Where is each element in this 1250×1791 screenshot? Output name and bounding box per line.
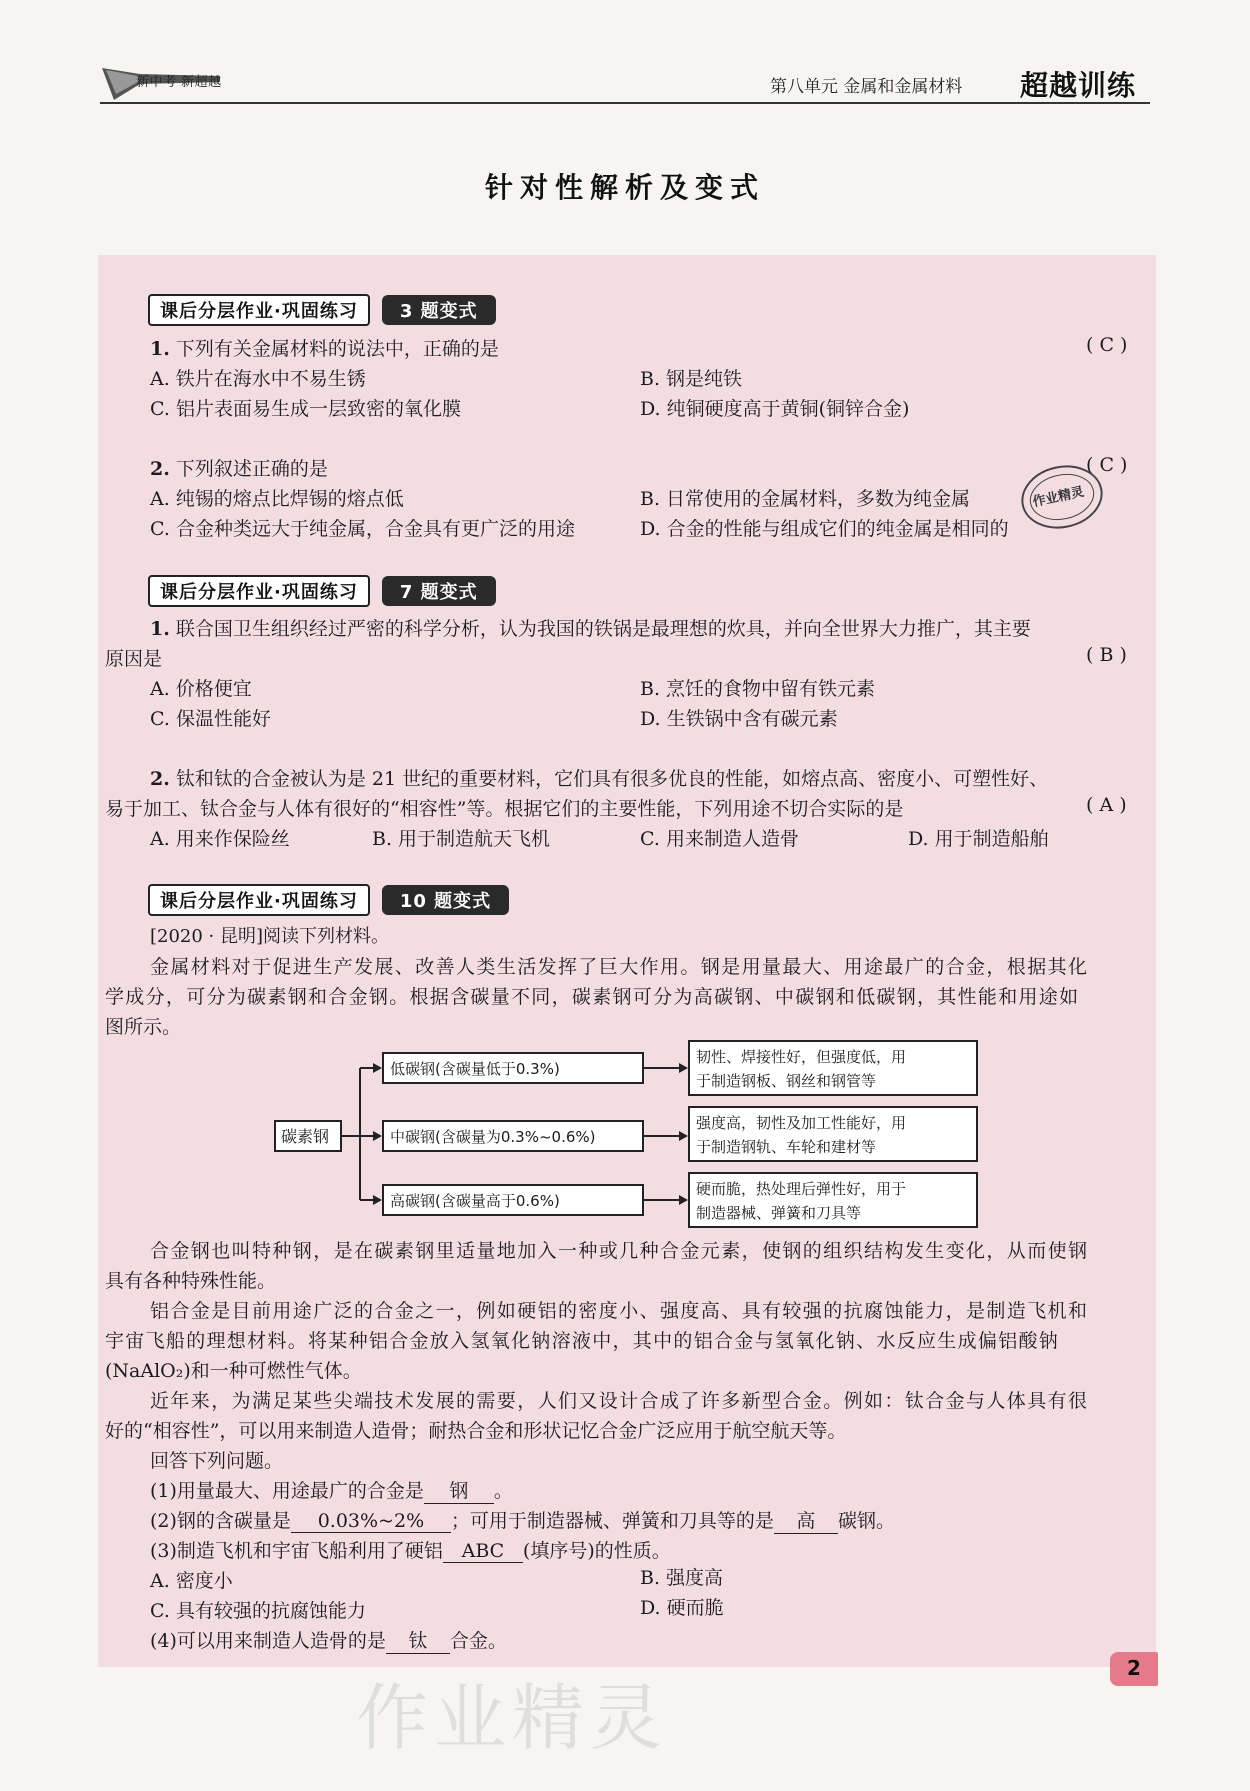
- watermark: 作业精灵: [356, 1676, 669, 1760]
- paragraph: 近年来，为满足某些尖端技术发展的需要，人们又设计合成了许多新型合金。例如：钛合金与人体具有很: [150, 1390, 1089, 1412]
- option: B. 强度高: [640, 1567, 724, 1589]
- option: A. 密度小: [150, 1570, 233, 1592]
- page-title: 针对性解析及变式: [484, 171, 765, 204]
- diagram-branch-box: 高碳钢(含碳量高于0.6%): [382, 1184, 644, 1216]
- option: C. 保温性能好: [150, 708, 271, 730]
- section-tag-3: [148, 295, 496, 325]
- option: A. 纯锡的熔点比焊锡的熔点低: [150, 488, 404, 510]
- sub-question-1: (1)用量最大、用途最广的合金是 钢 。: [150, 1476, 513, 1504]
- paragraph: 宇宙飞船的理想材料。将某种铝合金放入氢氧化钠溶液中，其中的铝合金与氢氧化钠、水反应生成偏铝酸钠: [105, 1330, 1060, 1352]
- section-tag-variant: 10 题变式: [382, 885, 509, 915]
- diagram-branch-box: 低碳钢(含碳量低于0.3%): [382, 1052, 644, 1084]
- diagram-use-box: 韧性、焊接性好，但强度低，用 于制造钢板、钢丝和钢管等: [688, 1040, 978, 1096]
- question-3-2-answer: ( C ): [1086, 454, 1128, 476]
- paragraph: 学成分，可分为碳素钢和合金钢。根据含碳量不同，碳素钢可分为高碳钢、中碳钢和低碳钢，其性能和用途如: [105, 986, 1080, 1008]
- option: A. 用来作保险丝: [150, 828, 290, 850]
- paragraph: 铝合金是目前用途广泛的合金之一，例如硬铝的密度小、强度高、具有较强的抗腐蚀能力，是制造飞机和: [150, 1300, 1089, 1322]
- option: D. 合金的性能与组成它们的纯金属是相同的: [640, 518, 1009, 540]
- sub-question-2: (2)钢的含碳量是 0.03%~2% ；可用于制造器械、弹簧和刀具等的是 高 碳钢。: [150, 1506, 895, 1534]
- option: D. 硬而脆: [640, 1597, 724, 1619]
- section-tag-7: [148, 576, 496, 606]
- header-series-title: 超越训练: [1020, 69, 1137, 102]
- section-tag-label: 课后分层作业·巩固练习: [148, 884, 370, 916]
- diagram-root-box: 碳素钢: [274, 1120, 342, 1152]
- option: A. 价格便宜: [150, 678, 252, 700]
- question-3-1-answer: ( C ): [1086, 334, 1128, 356]
- section-tag-variant: 7 题变式: [382, 576, 496, 606]
- section-tag-label: 课后分层作业·巩固练习: [148, 575, 370, 607]
- option: C. 合金种类远大于纯金属，合金具有更广泛的用途: [150, 518, 575, 540]
- header-logo-text: 新中考 新超越: [136, 75, 222, 90]
- answer-blank: 钛: [386, 1626, 450, 1654]
- answer-blank: 0.03%~2%: [291, 1510, 451, 1533]
- paragraph: 图所示。: [105, 1016, 182, 1038]
- question-7-2-stem-cont: 易于加工、钛合金与人体有很好的“相容性”等。根据它们的主要性能，下列用途不切合实际的是: [105, 798, 904, 820]
- sub-question-4: (4)可以用来制造人造骨的是 钛 合金。: [150, 1626, 507, 1654]
- diagram-use-box: 硬而脆，热处理后弹性好，用于 制造器械、弹簧和刀具等: [688, 1172, 978, 1228]
- stamp-badge: 作业精灵: [1018, 462, 1106, 532]
- paragraph: 合金钢也叫特种钢，是在碳素钢里适量地加入一种或几种合金元素，使钢的组织结构发生变化，从而使钢: [150, 1240, 1089, 1262]
- question-3-2-stem: 2. 下列叙述正确的是: [150, 458, 328, 480]
- header-unit-title: 第八单元 金属和金属材料: [770, 77, 963, 97]
- option: B. 烹饪的食物中留有铁元素: [640, 678, 876, 700]
- paragraph: 金属材料对于促进生产发展、改善人类生活发挥了巨大作用。钢是用量最大、用途最广的合金，根据其化: [150, 956, 1089, 978]
- question-3-1-stem: 1. 下列有关金属材料的说法中，正确的是: [150, 338, 499, 360]
- answer-blank: 高: [774, 1506, 838, 1534]
- option: D. 纯铜硬度高于黄铜(铜锌合金): [640, 398, 910, 420]
- question-7-2-stem: 2. 钛和钛的合金被认为是 21 世纪的重要材料，它们具有很多优良的性能，如熔点高、密度小、可塑性好、: [150, 768, 1049, 790]
- question-7-1-stem: 1. 联合国卫生组织经过严密的科学分析，认为我国的铁锅是最理想的炊具，并向全世界大力推广，其主要: [150, 618, 1031, 640]
- diagram-branch-box: 中碳钢(含碳量为0.3%~0.6%): [382, 1120, 644, 1152]
- question-7-1-stem-cont: 原因是: [105, 648, 163, 670]
- paragraph: 具有各种特殊性能。: [105, 1270, 277, 1292]
- option: B. 钢是纯铁: [640, 368, 743, 390]
- section-tag-10: [148, 885, 509, 915]
- option: C. 具有较强的抗腐蚀能力: [150, 1600, 366, 1622]
- option: A. 铁片在海水中不易生锈: [150, 368, 366, 390]
- option: B. 用于制造航天飞机: [372, 828, 551, 850]
- question-7-1-answer: ( B ): [1086, 644, 1127, 666]
- answer-blank: ABC: [443, 1540, 523, 1563]
- option: C. 铝片表面易生成一层致密的氧化膜: [150, 398, 461, 420]
- option: D. 生铁锅中含有碳元素: [640, 708, 838, 730]
- option: D. 用于制造船舶: [908, 828, 1049, 850]
- header-divider: [100, 102, 1150, 104]
- page-number: 2: [1127, 1656, 1141, 1680]
- diagram-use-box: 强度高，韧性及加工性能好，用 于制造钢轨、车轮和建材等: [688, 1106, 978, 1162]
- source-line: [2020 · 昆明]阅读下列材料。: [150, 926, 390, 947]
- answer-blank: 钢: [424, 1476, 494, 1504]
- section-tag-variant: 3 题变式: [382, 295, 496, 325]
- option: C. 用来制造人造骨: [640, 828, 799, 850]
- option: B. 日常使用的金属材料，多数为纯金属: [640, 488, 971, 510]
- question-7-2-answer: ( A ): [1086, 794, 1127, 816]
- prompt: 回答下列问题。: [150, 1450, 284, 1472]
- sub-question-3: (3)制造飞机和宇宙飞船利用了硬铝 ABC (填序号)的性质。: [150, 1540, 671, 1562]
- paragraph: 好的“相容性”，可以用来制造人造骨；耐热合金和形状记忆合金广泛应用于航空航天等。: [105, 1420, 847, 1442]
- section-tag-label: 课后分层作业·巩固练习: [148, 294, 370, 326]
- paragraph: (NaAlO₂)和一种可燃性气体。: [105, 1360, 362, 1382]
